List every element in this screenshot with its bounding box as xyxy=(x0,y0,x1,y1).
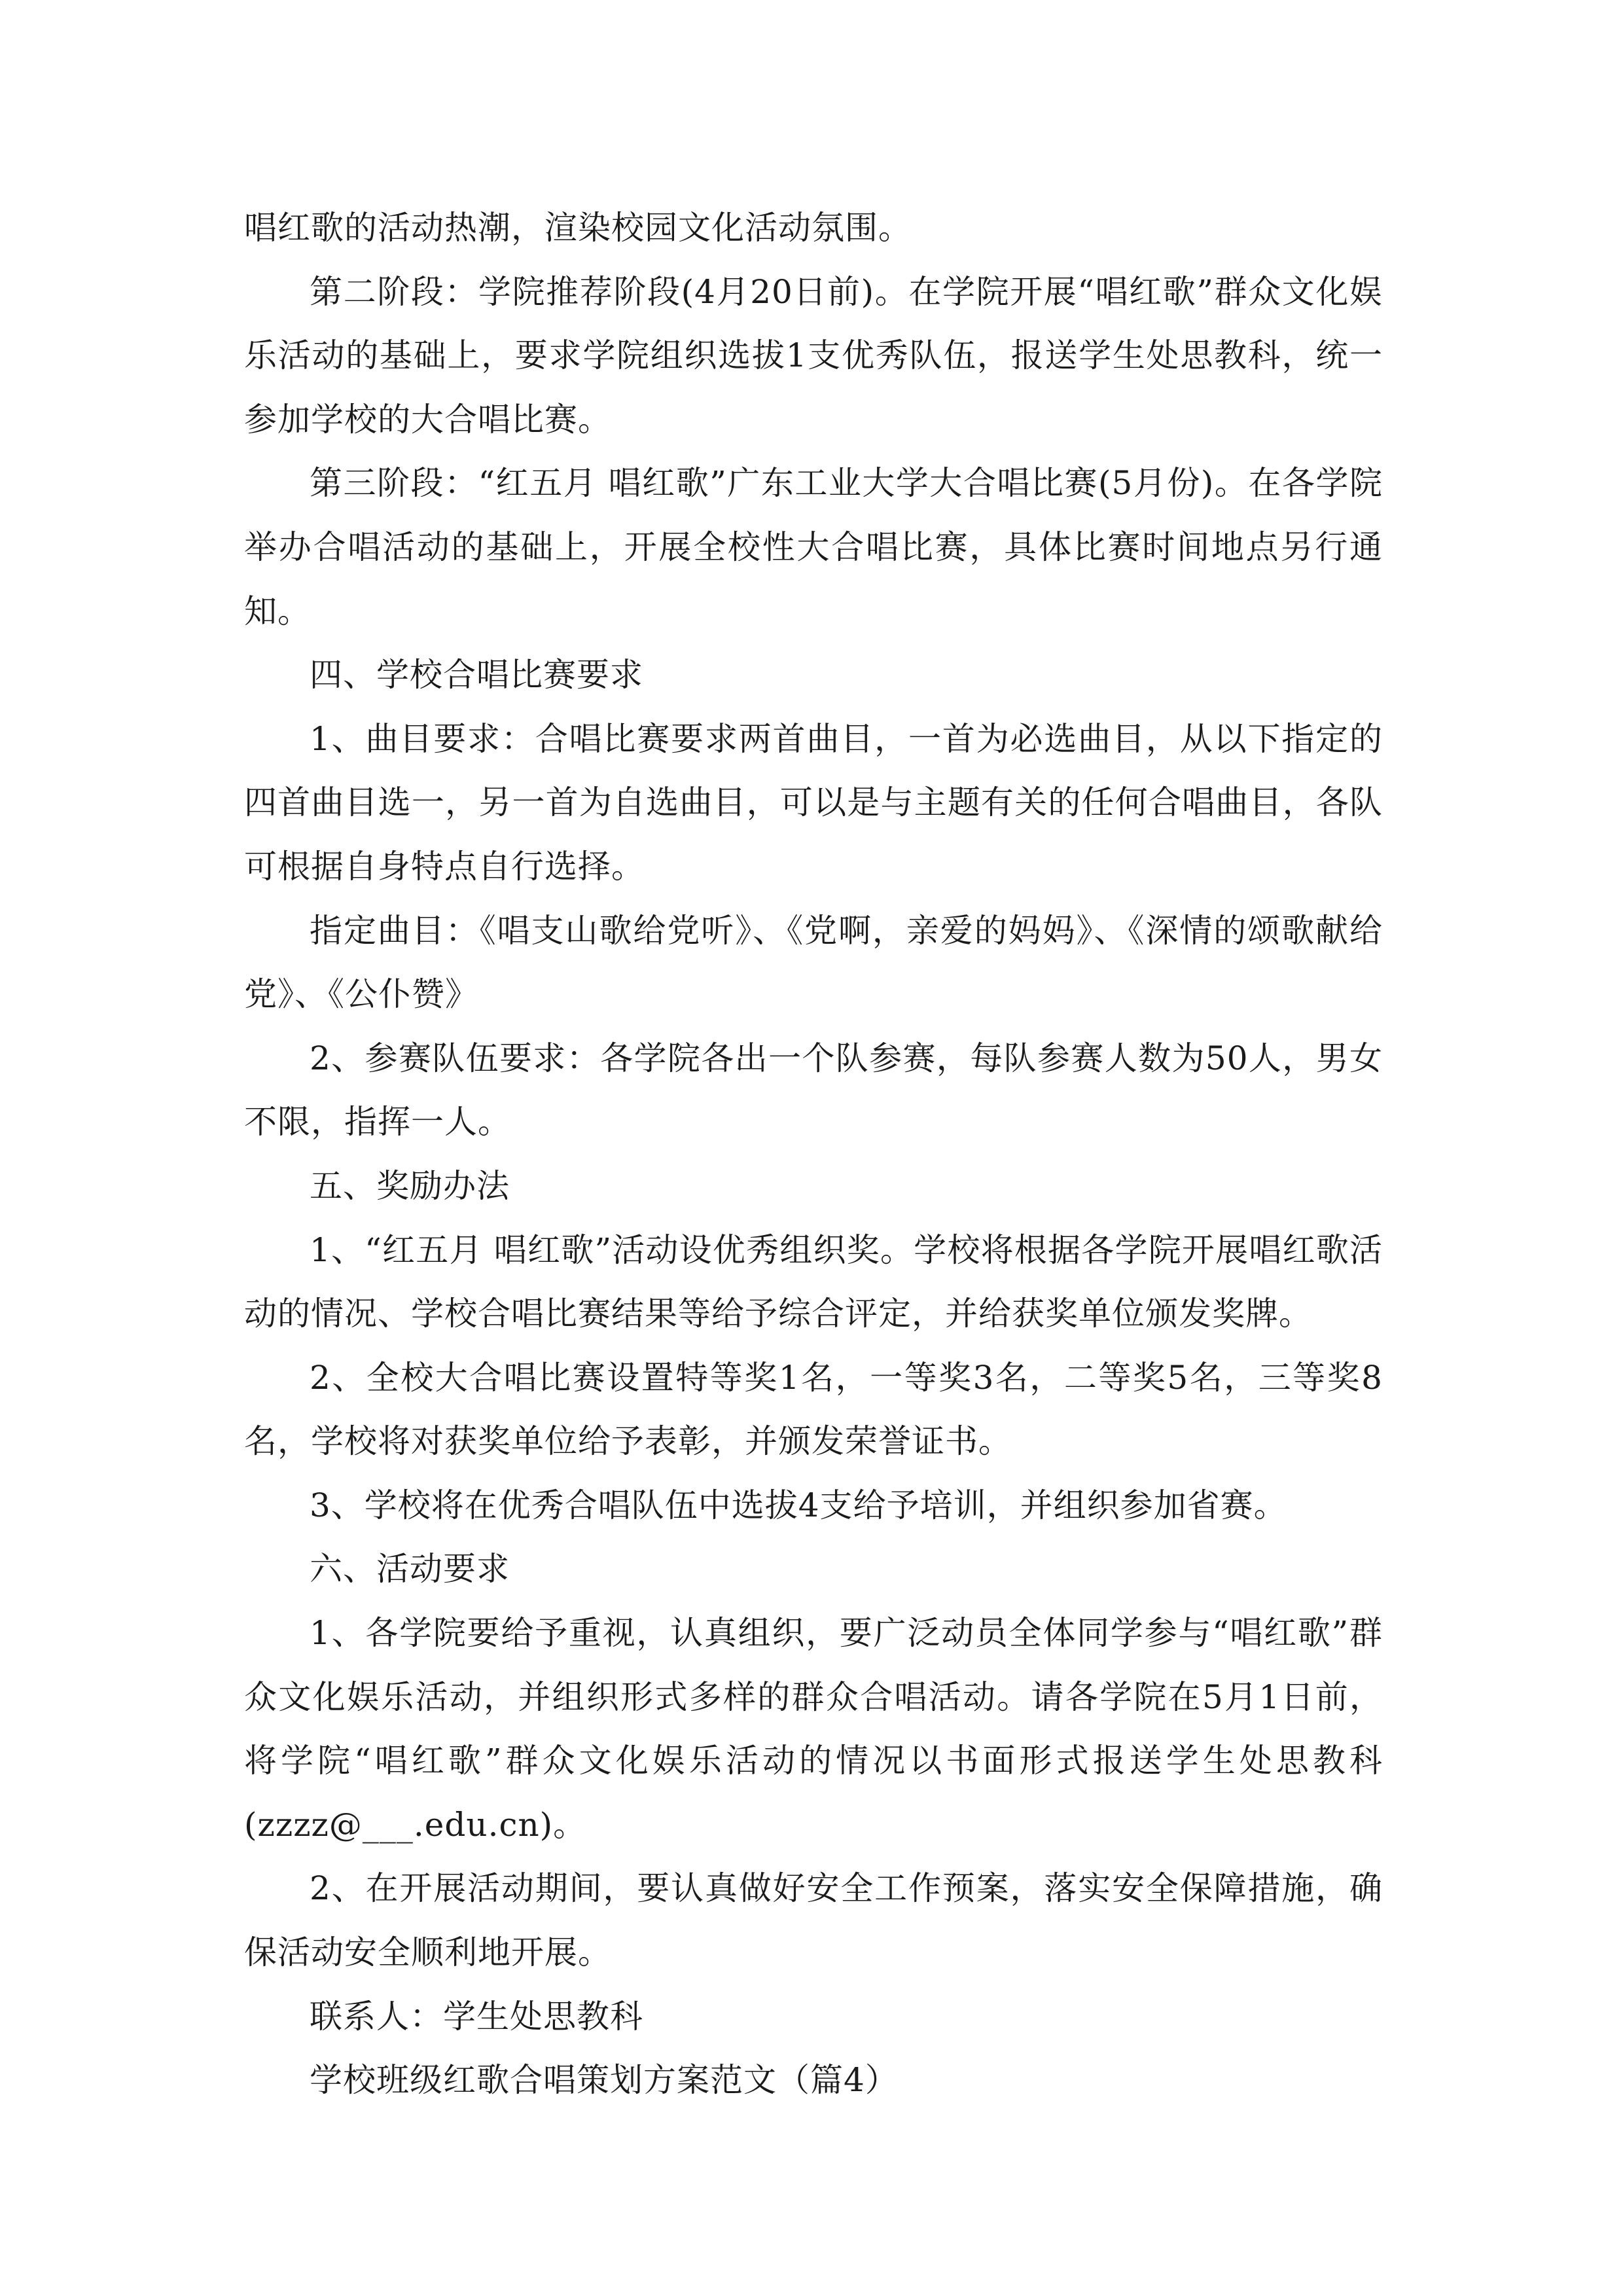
paragraph-stage-two: 第二阶段：学院推荐阶段(4月20日前)。在学院开展“唱红歌”群众文化娱乐活动的基础上，要求学院组织选拔1支优秀队伍，报送学生处思教科，统一参加学校的大合唱比赛。 xyxy=(244,272,1383,439)
paragraph-activity-requirement-two: 2、在开展活动期间，要认真做好安全工作预案，落实安全保障措施，确保活动安全顺利地开展。 xyxy=(244,1869,1383,1972)
paragraph-designated-songs: 指定曲目：《唱支山歌给党听》、《党啊，亲爱的妈妈》、《深情的颂歌献给党》、《公仆赞》 xyxy=(244,911,1383,1014)
section-heading-rewards: 五、奖励办法 xyxy=(310,1166,510,1205)
paragraph-next-article-title: 学校班级红歌合唱策划方案范文（篇4） xyxy=(310,2061,899,2100)
paragraph-reward-organization: 1、“红五月 唱红歌”活动设优秀组织奖。学校将根据各学院开展唱红歌活动的情况、学校合唱比赛结果等给予综合评定，并给获奖单位颁发奖牌。 xyxy=(244,1230,1383,1333)
paragraph-team-requirements: 2、参赛队伍要求：各学院各出一个队参赛，每队参赛人数为50人，男女不限，指挥一人。 xyxy=(244,1039,1383,1141)
paragraph-reward-prizes: 2、全校大合唱比赛设置特等奖1名，一等奖3名，二等奖5名，三等奖8名，学校将对获奖单位给予表彰，并颁发荣誉证书。 xyxy=(244,1358,1383,1461)
document-page xyxy=(244,196,1383,2113)
paragraph-activity-requirement-one: 1、各学院要给予重视，认真组织，要广泛动员全体同学参与“唱红歌”群众文化娱乐活动，并组织形式多样的群众合唱活动。请各学院在5月1日前，将学院“唱红歌”群众文化娱乐活动的情况以书面形式报送学生处思教科(zzzz@___.edu.cn)。 xyxy=(244,1614,1383,1844)
paragraph-reward-training: 3、学校将在优秀合唱队伍中选拔4支给予培训，并组织参加省赛。 xyxy=(310,1486,1287,1524)
section-heading-competition-requirements: 四、学校合唱比赛要求 xyxy=(310,656,643,694)
paragraph-contact: 联系人：学生处思教科 xyxy=(310,1997,643,2036)
section-heading-activity-requirements: 六、活动要求 xyxy=(310,1550,510,1588)
paragraph-stage-three: 第三阶段：“红五月 唱红歌”广东工业大学大合唱比赛(5月份)。在各学院举办合唱活动的基础上，开展全校性大合唱比赛，具体比赛时间地点另行通知。 xyxy=(244,464,1383,630)
paragraph-song-requirements: 1、曲目要求：合唱比赛要求两首曲目，一首为必选曲目，从以下指定的四首曲目选一，另一首为自选曲目，可以是与主题有关的任何合唱曲目，各队可根据自身特点自行选择。 xyxy=(244,719,1383,886)
paragraph-continuation: 唱红歌的活动热潮，渲染校园文化活动氛围。 xyxy=(244,209,912,247)
